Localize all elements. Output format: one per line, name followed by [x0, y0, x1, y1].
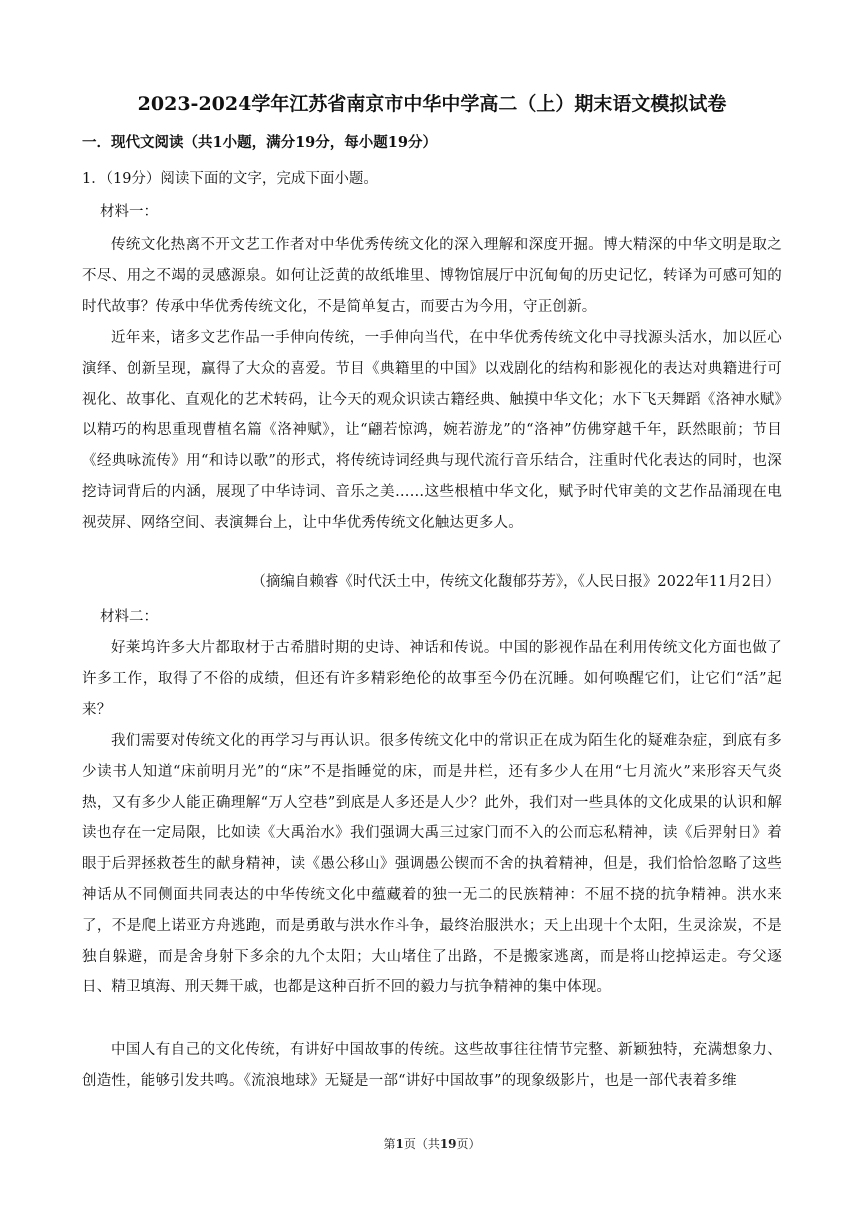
page-footer — [82, 1134, 782, 1154]
footer-prefix: 第 — [383, 1137, 396, 1151]
section-heading: 一．现代文阅读（共1小题，满分19分，每小题19分） — [82, 134, 437, 151]
material-2-paragraph: 好莱坞许多大片都取材于古希腊时期的史诗、神话和传说。中国的影视作品在利用传统文化方面也做了许多工作，取得了不俗的成绩，但还有许多精彩绝伦的故事至今仍在沉睡。如何唤醒它们，让它们“活”起来？ — [82, 640, 782, 718]
footer-middle: 页（共 — [403, 1137, 440, 1151]
material-1-label: 材料一： — [100, 204, 158, 220]
material-1-paragraph: 近年来，诸多文艺作品一手伸向传统，一手伸向当代，在中华优秀传统文化中寻找源头活水，加以匠心演绎、创新呈现，赢得了大众的喜爱。节目《典籍里的中国》以戏剧化的结构和影视化的表达对典籍进行可视化、故事化、直观化的艺术转码，让今天的观众识读古籍经典、触摸中华文化；水下飞天舞蹈《洛神水赋》以精巧的构思重现曹植名篇《洛神赋》，让“翩若惊鸿，婉若游龙”的“洛神”仿佛穿越千年，跃然眼前；节目《经典咏流传》用“和诗以歌”的形式，将传统诗词经典与现代流行音乐结合，注重时代化表达的同时，也深挖诗词背后的内涵，展现了中华诗词、音乐之美……这些根植中华文化，赋予时代审美的文艺作品涌现在电视荧屏、网络空间、表演舞台上，让中华优秀传统文化触达更多人。 — [82, 330, 782, 531]
material-2-paragraph: 中国人有自己的文化传统，有讲好中国故事的传统。这些故事往往情节完整、新颖独特，充满想象力、创造性，能够引发共鸣。《流浪地球》无疑是一部“讲好中国故事”的现象级影片，也是一部代表着多维 — [82, 1042, 782, 1089]
material-1-paragraph: 传统文化热离不开文艺工作者对中华优秀传统文化的深入理解和深度开掘。博大精深的中华文明是取之不尽、用之不竭的灵感源泉。如何让泛黄的故纸堆里、博物馆展厅中沉甸甸的历史记忆，转译为可感可知的时代故事？传承中华优秀传统文化，不是简单复古，而要古为今用，守正创新。 — [82, 237, 782, 315]
footer-page-number: 1 — [395, 1137, 404, 1151]
material-2-paragraph: 我们需要对传统文化的再学习与再认识。很多传统文化中的常识正在成为陌生化的疑难杂症，到底有多少读书人知道“床前明月光”的“床”不是指睡觉的床，而是井栏，还有多少人在用“七月流火”来形容天气炎热，又有多少人能正确理解“万人空巷”到底是人多还是人少？此外，我们对一些具体的文化成果的认识和解读也存在一定局限，比如读《大禹治水》我们强调大禹三过家门而不入的公而忘私精神，读《后羿射日》着眼于后羿拯救苍生的献身精神，读《愚公移山》强调愚公锲而不舍的执着精神，但是，我们恰恰忽略了这些神话从不同侧面共同表达的中华传统文化中蕴藏着的独一无二的民族精神：不屈不挠的抗争精神。洪水来了，不是爬上诺亚方舟逃跑，而是勇敢与洪水作斗争，最终治服洪水；天上出现十个太阳，生灵涂炭，不是独自躲避，而是舍身射下多余的九个太阳；大山堵住了出路，不是搬家逃离，而是将山挖掉运走。夸父逐日、精卫填海、刑天舞干戚，也都是这种百折不回的毅力与抗争精神的集中体现。 — [82, 733, 782, 996]
footer-suffix: 页） — [456, 1137, 481, 1151]
question-stem: 1．（19分）阅读下面的文字，完成下面小题。 — [82, 171, 378, 187]
material-1-source: （摘编自赖睿《时代沃土中，传统文化馥郁芬芳》，《人民日报》2022年11月2日） — [251, 574, 780, 590]
exam-title: 2023-2024学年江苏省南京市中华中学高二（上）期末语文模拟试卷 — [137, 93, 727, 115]
material-2-label: 材料二： — [100, 609, 158, 625]
footer-total-pages: 19 — [439, 1137, 457, 1151]
